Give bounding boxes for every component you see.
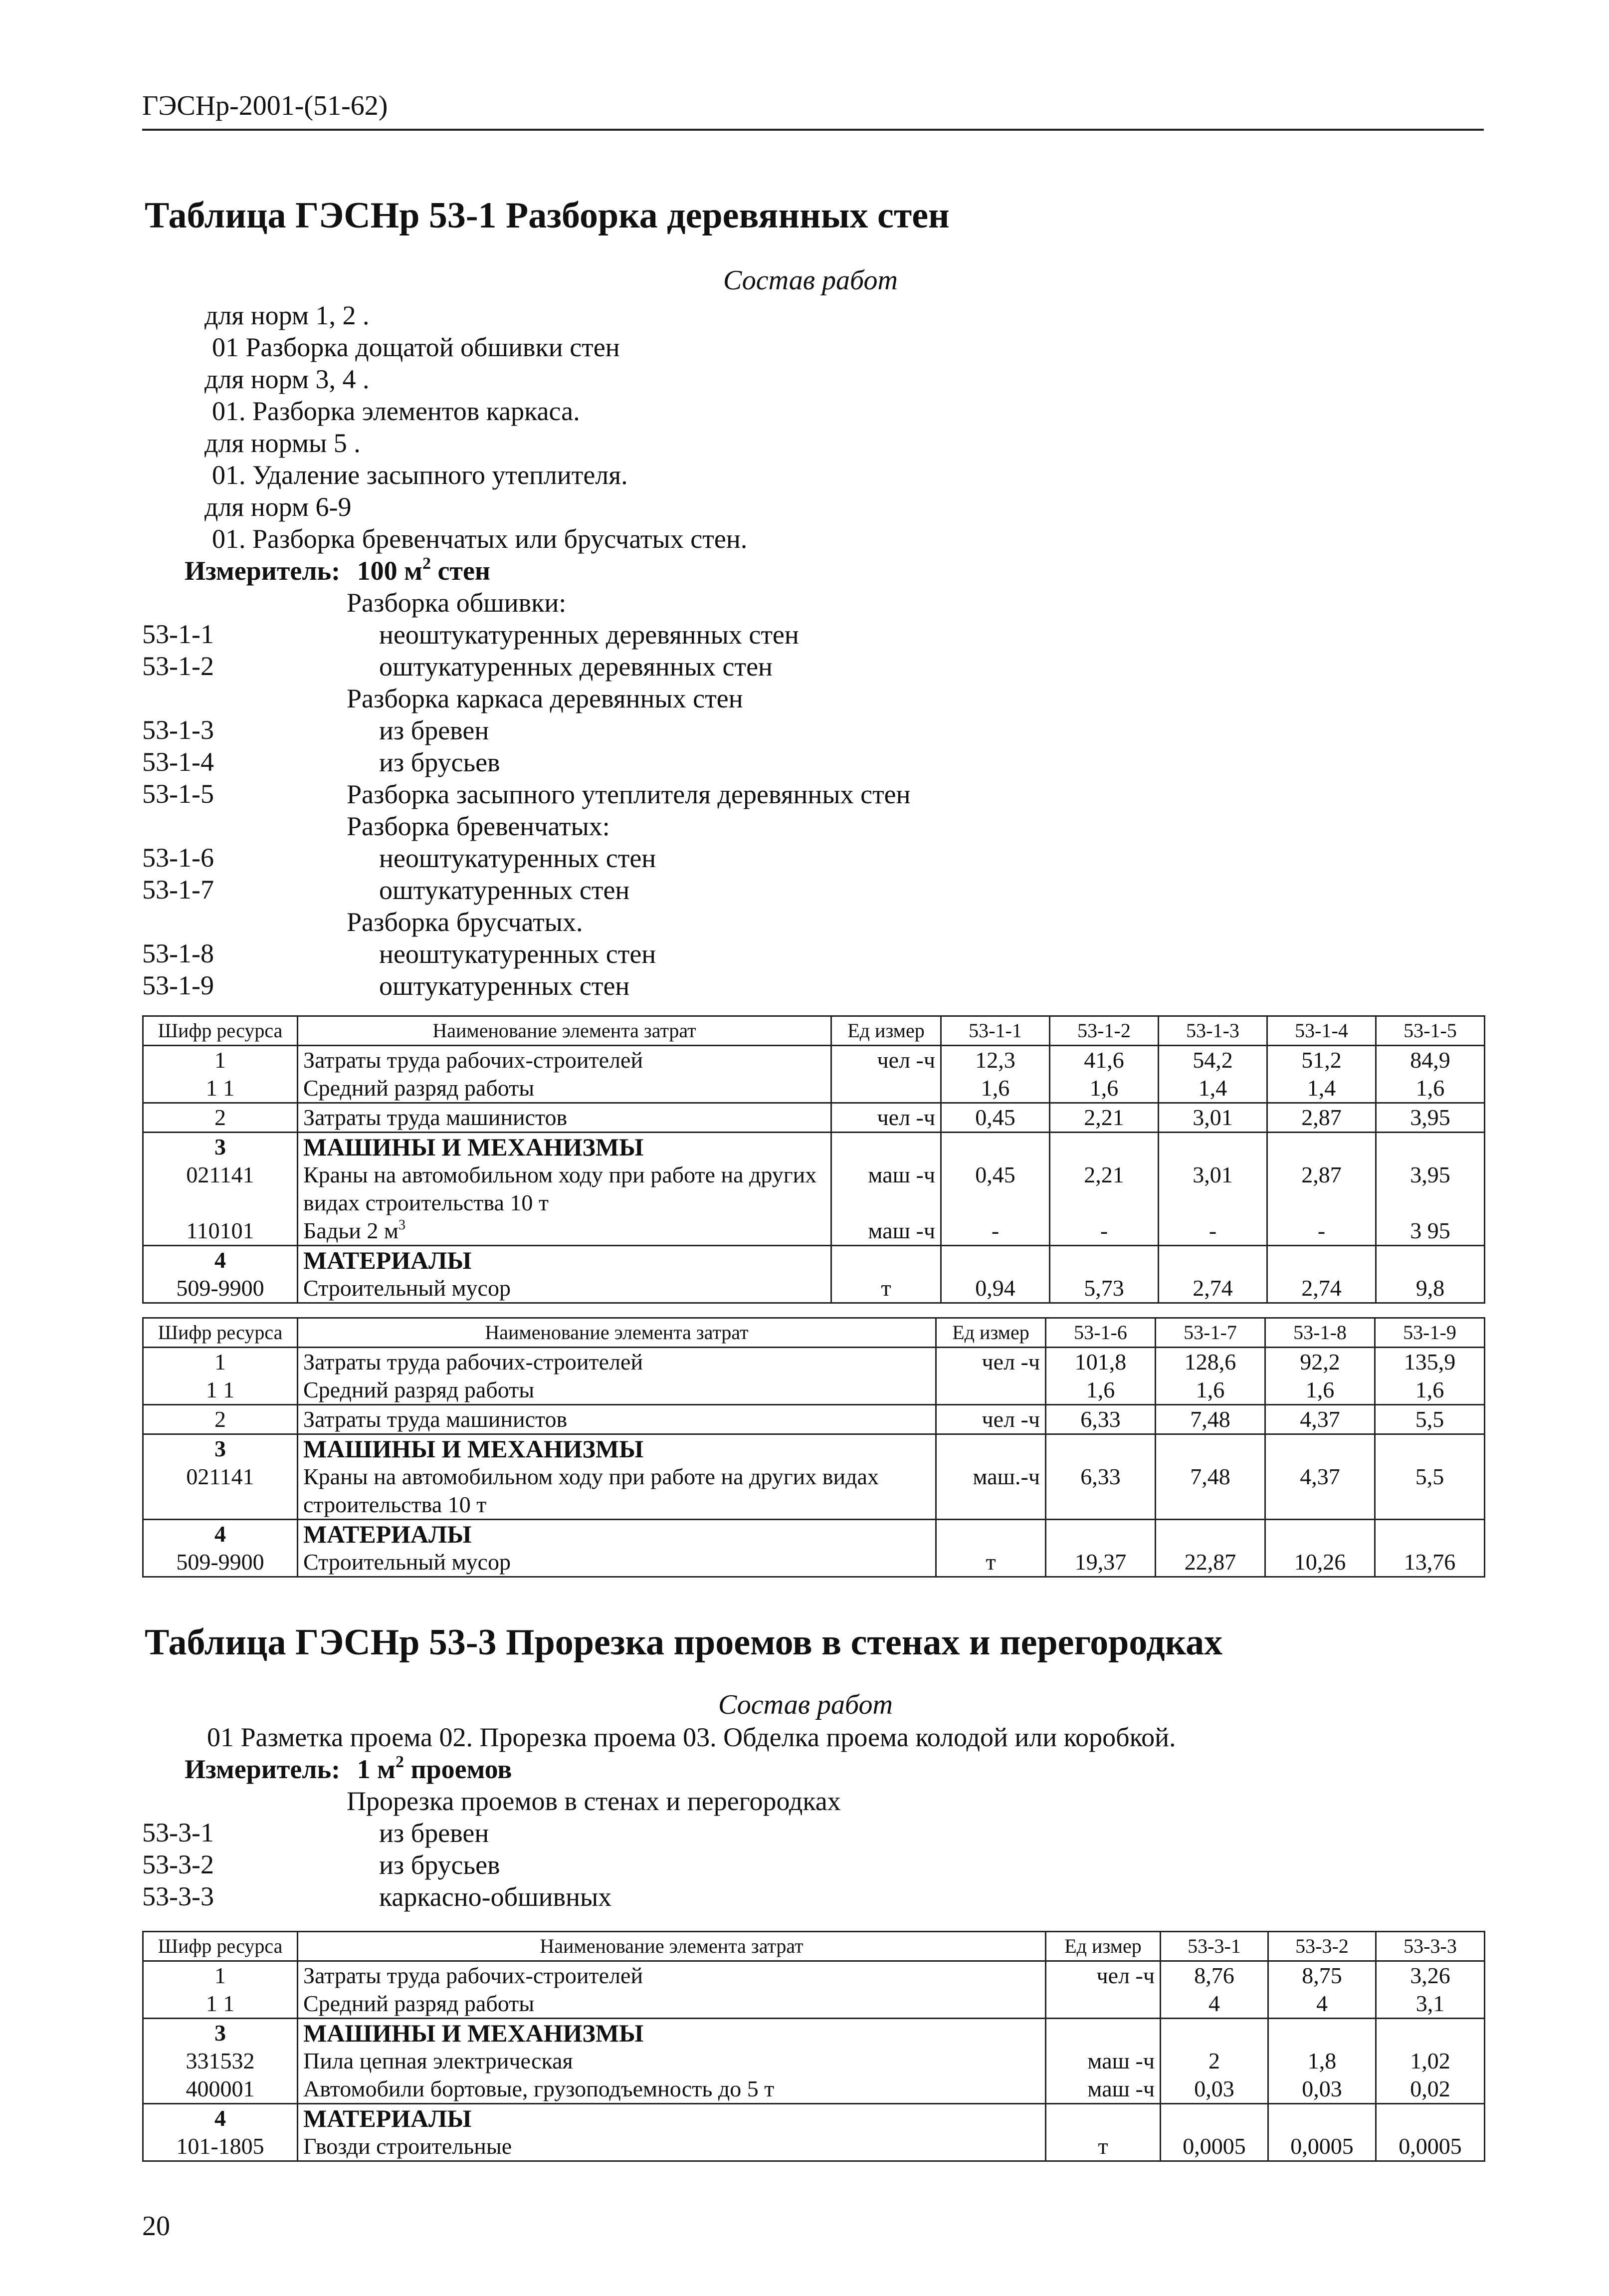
cell: 5,5: [1375, 1405, 1485, 1434]
cell: 9,8: [1376, 1274, 1485, 1303]
cell-text: Бадьи 2 м: [303, 1218, 399, 1243]
meter-value: 100 м: [357, 556, 422, 586]
empty-cell: [1376, 1246, 1485, 1275]
table-row: [143, 1376, 1485, 1405]
cell: 0,45: [941, 1103, 1050, 1133]
norm-description: оштукатуренных стен: [379, 971, 630, 1001]
cell: 110101: [143, 1217, 298, 1246]
meter-line: [185, 1753, 512, 1785]
cell: 4: [1161, 1990, 1268, 2019]
empty-cell: [936, 1434, 1046, 1463]
cell: 10,26: [1265, 1548, 1375, 1577]
empty-cell: [941, 1246, 1050, 1275]
section-title-53-1: Таблица ГЭСНр 53-1 Разборка деревянных стен: [145, 195, 950, 236]
cell: 2: [143, 1405, 298, 1434]
cell: 7,48: [1156, 1405, 1265, 1434]
column-header: 53-1-7: [1156, 1318, 1265, 1348]
composition-label: Состав работ: [718, 1689, 893, 1720]
group-row: [143, 2019, 1485, 2048]
table-row: [143, 1274, 1485, 1303]
table-row: [143, 1990, 1485, 2019]
page-number: 20: [142, 2211, 170, 2242]
cell: чел -ч: [1046, 1961, 1161, 1990]
group-title: МАШИНЫ И МЕХАНИЗМЫ: [298, 2019, 1046, 2048]
cell: 1,6: [1156, 1376, 1265, 1405]
cell: 2: [143, 1103, 298, 1133]
group-code: 4: [143, 2104, 298, 2133]
work-line: для норм 3, 4 .: [204, 364, 370, 394]
cell: 1,8: [1268, 2047, 1376, 2075]
column-header: 53-1-8: [1265, 1318, 1375, 1348]
cell: 021141: [143, 1463, 298, 1520]
norm-code: 53-1-5: [142, 779, 214, 809]
cell: 5,73: [1050, 1274, 1159, 1303]
empty-cell: [1156, 1434, 1265, 1463]
table-row: [143, 1548, 1485, 1577]
table-row: [143, 1046, 1485, 1075]
cell: 1,4: [1159, 1074, 1267, 1103]
cell: -: [941, 1217, 1050, 1246]
empty-cell: [1159, 1133, 1267, 1161]
cell: [1046, 1990, 1161, 2019]
column-header: Ед измер: [1046, 1932, 1161, 1961]
work-line: для норм 6-9: [204, 492, 352, 522]
cell: 13,76: [1375, 1548, 1485, 1577]
cell: чел -ч: [936, 1405, 1046, 1434]
cell: чел -ч: [831, 1046, 941, 1075]
empty-cell: [1156, 1520, 1265, 1549]
table-row: [143, 1348, 1485, 1377]
header-rule: [142, 129, 1484, 131]
norm-description: из брусьев: [379, 747, 500, 777]
item-heading: Разборка каркаса деревянных стен: [347, 684, 743, 713]
cell: 6,33: [1046, 1405, 1156, 1434]
section-title-53-3: Таблица ГЭСНр 53-3 Прорезка проемов в стенах и перегородках: [145, 1622, 1223, 1663]
norm-code: 53-1-9: [142, 970, 214, 1000]
cell: [298, 1217, 831, 1246]
work-line: 01. Удаление засыпного утеплителя.: [212, 460, 628, 490]
cell: 128,6: [1156, 1348, 1265, 1377]
cell: 4: [1268, 1990, 1376, 2019]
cell: 19,37: [1046, 1548, 1156, 1577]
cell: 1 1: [143, 1376, 298, 1405]
empty-cell: [1376, 2104, 1485, 2133]
composition-label: Состав работ: [723, 265, 898, 296]
column-header: 53-1-1: [941, 1016, 1050, 1046]
cell: 2,21: [1050, 1103, 1159, 1133]
empty-cell: [1375, 1434, 1485, 1463]
column-header: Наименование элемента затрат: [298, 1932, 1046, 1961]
cell: 331532: [143, 2047, 298, 2075]
norm-description: из брусьев: [379, 1850, 500, 1880]
cell: Средний разряд работы: [298, 1990, 1046, 2019]
cell: 22,87: [1156, 1548, 1265, 1577]
meter-sup: 2: [395, 1753, 404, 1771]
cell: 0,03: [1161, 2075, 1268, 2104]
group-code: 4: [143, 1246, 298, 1275]
cell: 8,76: [1161, 1961, 1268, 1990]
column-header: 53-1-5: [1376, 1016, 1485, 1046]
norm-code: 53-1-8: [142, 938, 214, 968]
empty-cell: [1267, 1246, 1376, 1275]
column-header: Ед измер: [936, 1318, 1046, 1348]
table-header-row: [143, 1932, 1485, 1961]
norm-code: 53-3-2: [142, 1849, 214, 1879]
column-header: 53-3-3: [1376, 1932, 1485, 1961]
cell: 3,95: [1376, 1103, 1485, 1133]
work-line: 01. Разборка элементов каркаса.: [212, 396, 580, 426]
cell: 2: [1161, 2047, 1268, 2075]
cell: 021141: [143, 1161, 298, 1217]
norm-code: 53-1-6: [142, 843, 214, 873]
empty-cell: [1375, 1520, 1485, 1549]
cell: 1 1: [143, 1074, 298, 1103]
empty-cell: [1161, 2019, 1268, 2048]
cell: маш -ч: [1046, 2075, 1161, 2104]
cell: Автомобили бортовые, грузоподъемность до 5 т: [298, 2075, 1046, 2104]
norm-description: неоштукатуренных стен: [379, 843, 656, 873]
empty-cell: [831, 1133, 941, 1161]
empty-cell: [1376, 2019, 1485, 2048]
resource-table-53-1-a: [142, 1015, 1485, 1304]
cell-sup: 3: [398, 1217, 405, 1233]
meter-line: [185, 555, 490, 587]
norm-code: 53-1-4: [142, 747, 214, 777]
column-header: 53-1-3: [1159, 1016, 1267, 1046]
cell: 509-9900: [143, 1548, 298, 1577]
empty-cell: [1268, 2104, 1376, 2133]
norm-code: 53-1-7: [142, 875, 214, 905]
work-line: для норм 1, 2 .: [204, 300, 370, 330]
group-row: [143, 1133, 1485, 1161]
group-code: 3: [143, 1434, 298, 1463]
cell: Строительный мусор: [298, 1548, 936, 1577]
cell: 0,94: [941, 1274, 1050, 1303]
cell: 5,5: [1375, 1463, 1485, 1520]
cell: Пила цепная электрическая: [298, 2047, 1046, 2075]
column-header: 53-3-2: [1268, 1932, 1376, 1961]
norm-code: 53-1-3: [142, 715, 214, 745]
cell: 51,2: [1267, 1046, 1376, 1075]
column-header: 53-1-6: [1046, 1318, 1156, 1348]
column-header: Ед измер: [831, 1016, 941, 1046]
cell: 41,6: [1050, 1046, 1159, 1075]
cell: 84,9: [1376, 1046, 1485, 1075]
column-header: Наименование элемента затрат: [298, 1318, 936, 1348]
cell: 54,2: [1159, 1046, 1267, 1075]
empty-cell: [1265, 1520, 1375, 1549]
cell: 3 95: [1376, 1217, 1485, 1246]
empty-cell: [936, 1520, 1046, 1549]
cell: 400001: [143, 2075, 298, 2104]
group-title: МАТЕРИАЛЫ: [298, 1246, 831, 1275]
cell: 8,75: [1268, 1961, 1376, 1990]
cell: Затраты труда машинистов: [298, 1405, 936, 1434]
cell: 101,8: [1046, 1348, 1156, 1377]
cell: 1: [143, 1046, 298, 1075]
item-heading: Разборка брусчатых.: [347, 907, 583, 937]
cell: чел -ч: [936, 1348, 1046, 1377]
document-code: ГЭСНр-2001-(51-62): [142, 90, 388, 121]
table-row: [143, 1217, 1485, 1246]
cell: 0,0005: [1268, 2132, 1376, 2161]
table-row: [143, 1161, 1485, 1217]
empty-cell: [1376, 1133, 1485, 1161]
cell: 0,0005: [1376, 2132, 1485, 2161]
cell: 7,48: [1156, 1463, 1265, 1520]
cell: 2,21: [1050, 1161, 1159, 1217]
norm-description: из бревен: [379, 1818, 489, 1848]
norm-description: неоштукатуренных деревянных стен: [379, 620, 799, 650]
table-row: [143, 1074, 1485, 1103]
cell: 1,6: [1265, 1376, 1375, 1405]
norm-description: оштукатуренных деревянных стен: [379, 652, 773, 682]
empty-cell: [1265, 1434, 1375, 1463]
cell: 2,74: [1267, 1274, 1376, 1303]
cell: 0,03: [1268, 2075, 1376, 2104]
empty-cell: [1046, 1434, 1156, 1463]
cell: Краны на автомобильном ходу при работе на других видах строительства 10 т: [298, 1463, 936, 1520]
norm-code: 53-3-1: [142, 1818, 214, 1847]
cell: 1,6: [1375, 1376, 1485, 1405]
cell: 0,02: [1376, 2075, 1485, 2104]
cell: 2,74: [1159, 1274, 1267, 1303]
meter-unit: проемов: [403, 1754, 512, 1784]
cell: 3,1: [1376, 1990, 1485, 2019]
empty-cell: [1046, 2104, 1161, 2133]
column-header: Наименование элемента затрат: [298, 1016, 831, 1046]
meter-sup: 2: [422, 554, 431, 573]
cell: Затраты труда машинистов: [298, 1103, 831, 1133]
group-code: 4: [143, 1520, 298, 1549]
cell: 4,37: [1265, 1463, 1375, 1520]
cell: 2,87: [1267, 1103, 1376, 1133]
cell: 1: [143, 1348, 298, 1377]
cell: маш -ч: [1046, 2047, 1161, 2075]
cell: 101-1805: [143, 2132, 298, 2161]
meter-label: Измеритель:: [185, 1754, 341, 1784]
cell: 92,2: [1265, 1348, 1375, 1377]
cell: маш -ч: [831, 1161, 941, 1217]
cell: 1,02: [1376, 2047, 1485, 2075]
empty-cell: [1161, 2104, 1268, 2133]
group-row: [143, 1434, 1485, 1463]
norm-code: 53-3-3: [142, 1881, 214, 1911]
cell: т: [936, 1548, 1046, 1577]
cell: маш.-ч: [936, 1463, 1046, 1520]
empty-cell: [831, 1246, 941, 1275]
cell: маш -ч: [831, 1217, 941, 1246]
empty-cell: [1050, 1246, 1159, 1275]
empty-cell: [1046, 2019, 1161, 2048]
column-header: 53-3-1: [1161, 1932, 1268, 1961]
column-header: Шифр ресурса: [143, 1932, 298, 1961]
table-row: [143, 1961, 1485, 1990]
empty-cell: [1050, 1133, 1159, 1161]
cell: Строительный мусор: [298, 1274, 831, 1303]
group-title: МАШИНЫ И МЕХАНИЗМЫ: [298, 1133, 831, 1161]
norm-description: из бревен: [379, 715, 489, 745]
norm-description: оштукатуренных стен: [379, 875, 630, 905]
cell: -: [1159, 1217, 1267, 1246]
group-title: МАТЕРИАЛЫ: [298, 2104, 1046, 2133]
work-line: 01 Разборка дощатой обшивки стен: [212, 332, 620, 362]
norm-code: 53-1-2: [142, 651, 214, 681]
cell: 3,26: [1376, 1961, 1485, 1990]
norm-description: каркасно-обшивных: [379, 1882, 612, 1912]
meter-value: 1 м: [357, 1754, 396, 1784]
cell: 135,9: [1375, 1348, 1485, 1377]
group-title: МАШИНЫ И МЕХАНИЗМЫ: [298, 1434, 936, 1463]
cell: -: [1267, 1217, 1376, 1246]
table-row: [143, 1463, 1485, 1520]
cell: 1,6: [1046, 1376, 1156, 1405]
work-line: 01. Разборка бревенчатых или брусчатых стен.: [212, 524, 748, 554]
group-code: 3: [143, 1133, 298, 1161]
empty-cell: [1159, 1246, 1267, 1275]
column-header: 53-1-4: [1267, 1016, 1376, 1046]
cell: Затраты труда рабочих-строителей: [298, 1961, 1046, 1990]
cell: 3,01: [1159, 1103, 1267, 1133]
cell: [831, 1074, 941, 1103]
group-row: [143, 1246, 1485, 1275]
cell: 3,01: [1159, 1161, 1267, 1217]
cell: 1: [143, 1961, 298, 1990]
cell: Средний разряд работы: [298, 1376, 936, 1405]
empty-cell: [941, 1133, 1050, 1161]
cell: 1,6: [1376, 1074, 1485, 1103]
cell: 1 1: [143, 1990, 298, 2019]
cell: т: [1046, 2132, 1161, 2161]
work-line: 01 Разметка проема 02. Прорезка проема 03. Обделка проема колодой или коробкой.: [207, 1722, 1176, 1752]
table-row: [143, 2075, 1485, 2104]
meter-unit: стен: [430, 556, 491, 586]
cell: т: [831, 1274, 941, 1303]
table-row: [143, 1103, 1485, 1133]
table-header-row: [143, 1318, 1485, 1348]
cell: 509-9900: [143, 1274, 298, 1303]
meter-label: Измеритель:: [185, 556, 341, 586]
column-header: 53-1-2: [1050, 1016, 1159, 1046]
column-header: Шифр ресурса: [143, 1016, 298, 1046]
cell: 1,6: [1050, 1074, 1159, 1103]
table-row: [143, 2047, 1485, 2075]
cell: 1,6: [941, 1074, 1050, 1103]
item-heading: Разборка обшивки:: [347, 588, 567, 618]
norm-description: неоштукатуренных стен: [379, 939, 656, 969]
cell: Затраты труда рабочих-строителей: [298, 1348, 936, 1377]
resource-table-53-1-b: [142, 1317, 1485, 1578]
cell: 0,45: [941, 1161, 1050, 1217]
column-header: 53-1-9: [1375, 1318, 1485, 1348]
norm-code: 53-1-1: [142, 619, 214, 649]
cell: [936, 1376, 1046, 1405]
cell: 0,0005: [1161, 2132, 1268, 2161]
cell: 2,87: [1267, 1161, 1376, 1217]
cell: Средний разряд работы: [298, 1074, 831, 1103]
norm-description: Разборка засыпного утеплителя деревянных стен: [347, 779, 911, 809]
cell: Гвозди строительные: [298, 2132, 1046, 2161]
table-header-row: [143, 1016, 1485, 1046]
cell: Затраты труда рабочих-строителей: [298, 1046, 831, 1075]
cell: 1,4: [1267, 1074, 1376, 1103]
cell: Краны на автомобильном ходу при работе на других видах строительства 10 т: [298, 1161, 831, 1217]
item-heading: Разборка бревенчатых:: [347, 811, 610, 841]
column-header: Шифр ресурса: [143, 1318, 298, 1348]
empty-cell: [1267, 1133, 1376, 1161]
empty-cell: [1268, 2019, 1376, 2048]
table-row: [143, 2132, 1485, 2161]
item-heading: Прорезка проемов в стенах и перегородках: [347, 1786, 841, 1816]
group-row: [143, 2104, 1485, 2133]
cell: 4,37: [1265, 1405, 1375, 1434]
resource-table-53-3: [142, 1931, 1485, 2162]
empty-cell: [1046, 1520, 1156, 1549]
work-line: для нормы 5 .: [204, 428, 361, 458]
table-row: [143, 1405, 1485, 1434]
group-code: 3: [143, 2019, 298, 2048]
cell: чел -ч: [831, 1103, 941, 1133]
cell: 3,95: [1376, 1161, 1485, 1217]
group-title: МАТЕРИАЛЫ: [298, 1520, 936, 1549]
group-row: [143, 1520, 1485, 1549]
cell: 6,33: [1046, 1463, 1156, 1520]
cell: -: [1050, 1217, 1159, 1246]
cell: 12,3: [941, 1046, 1050, 1075]
